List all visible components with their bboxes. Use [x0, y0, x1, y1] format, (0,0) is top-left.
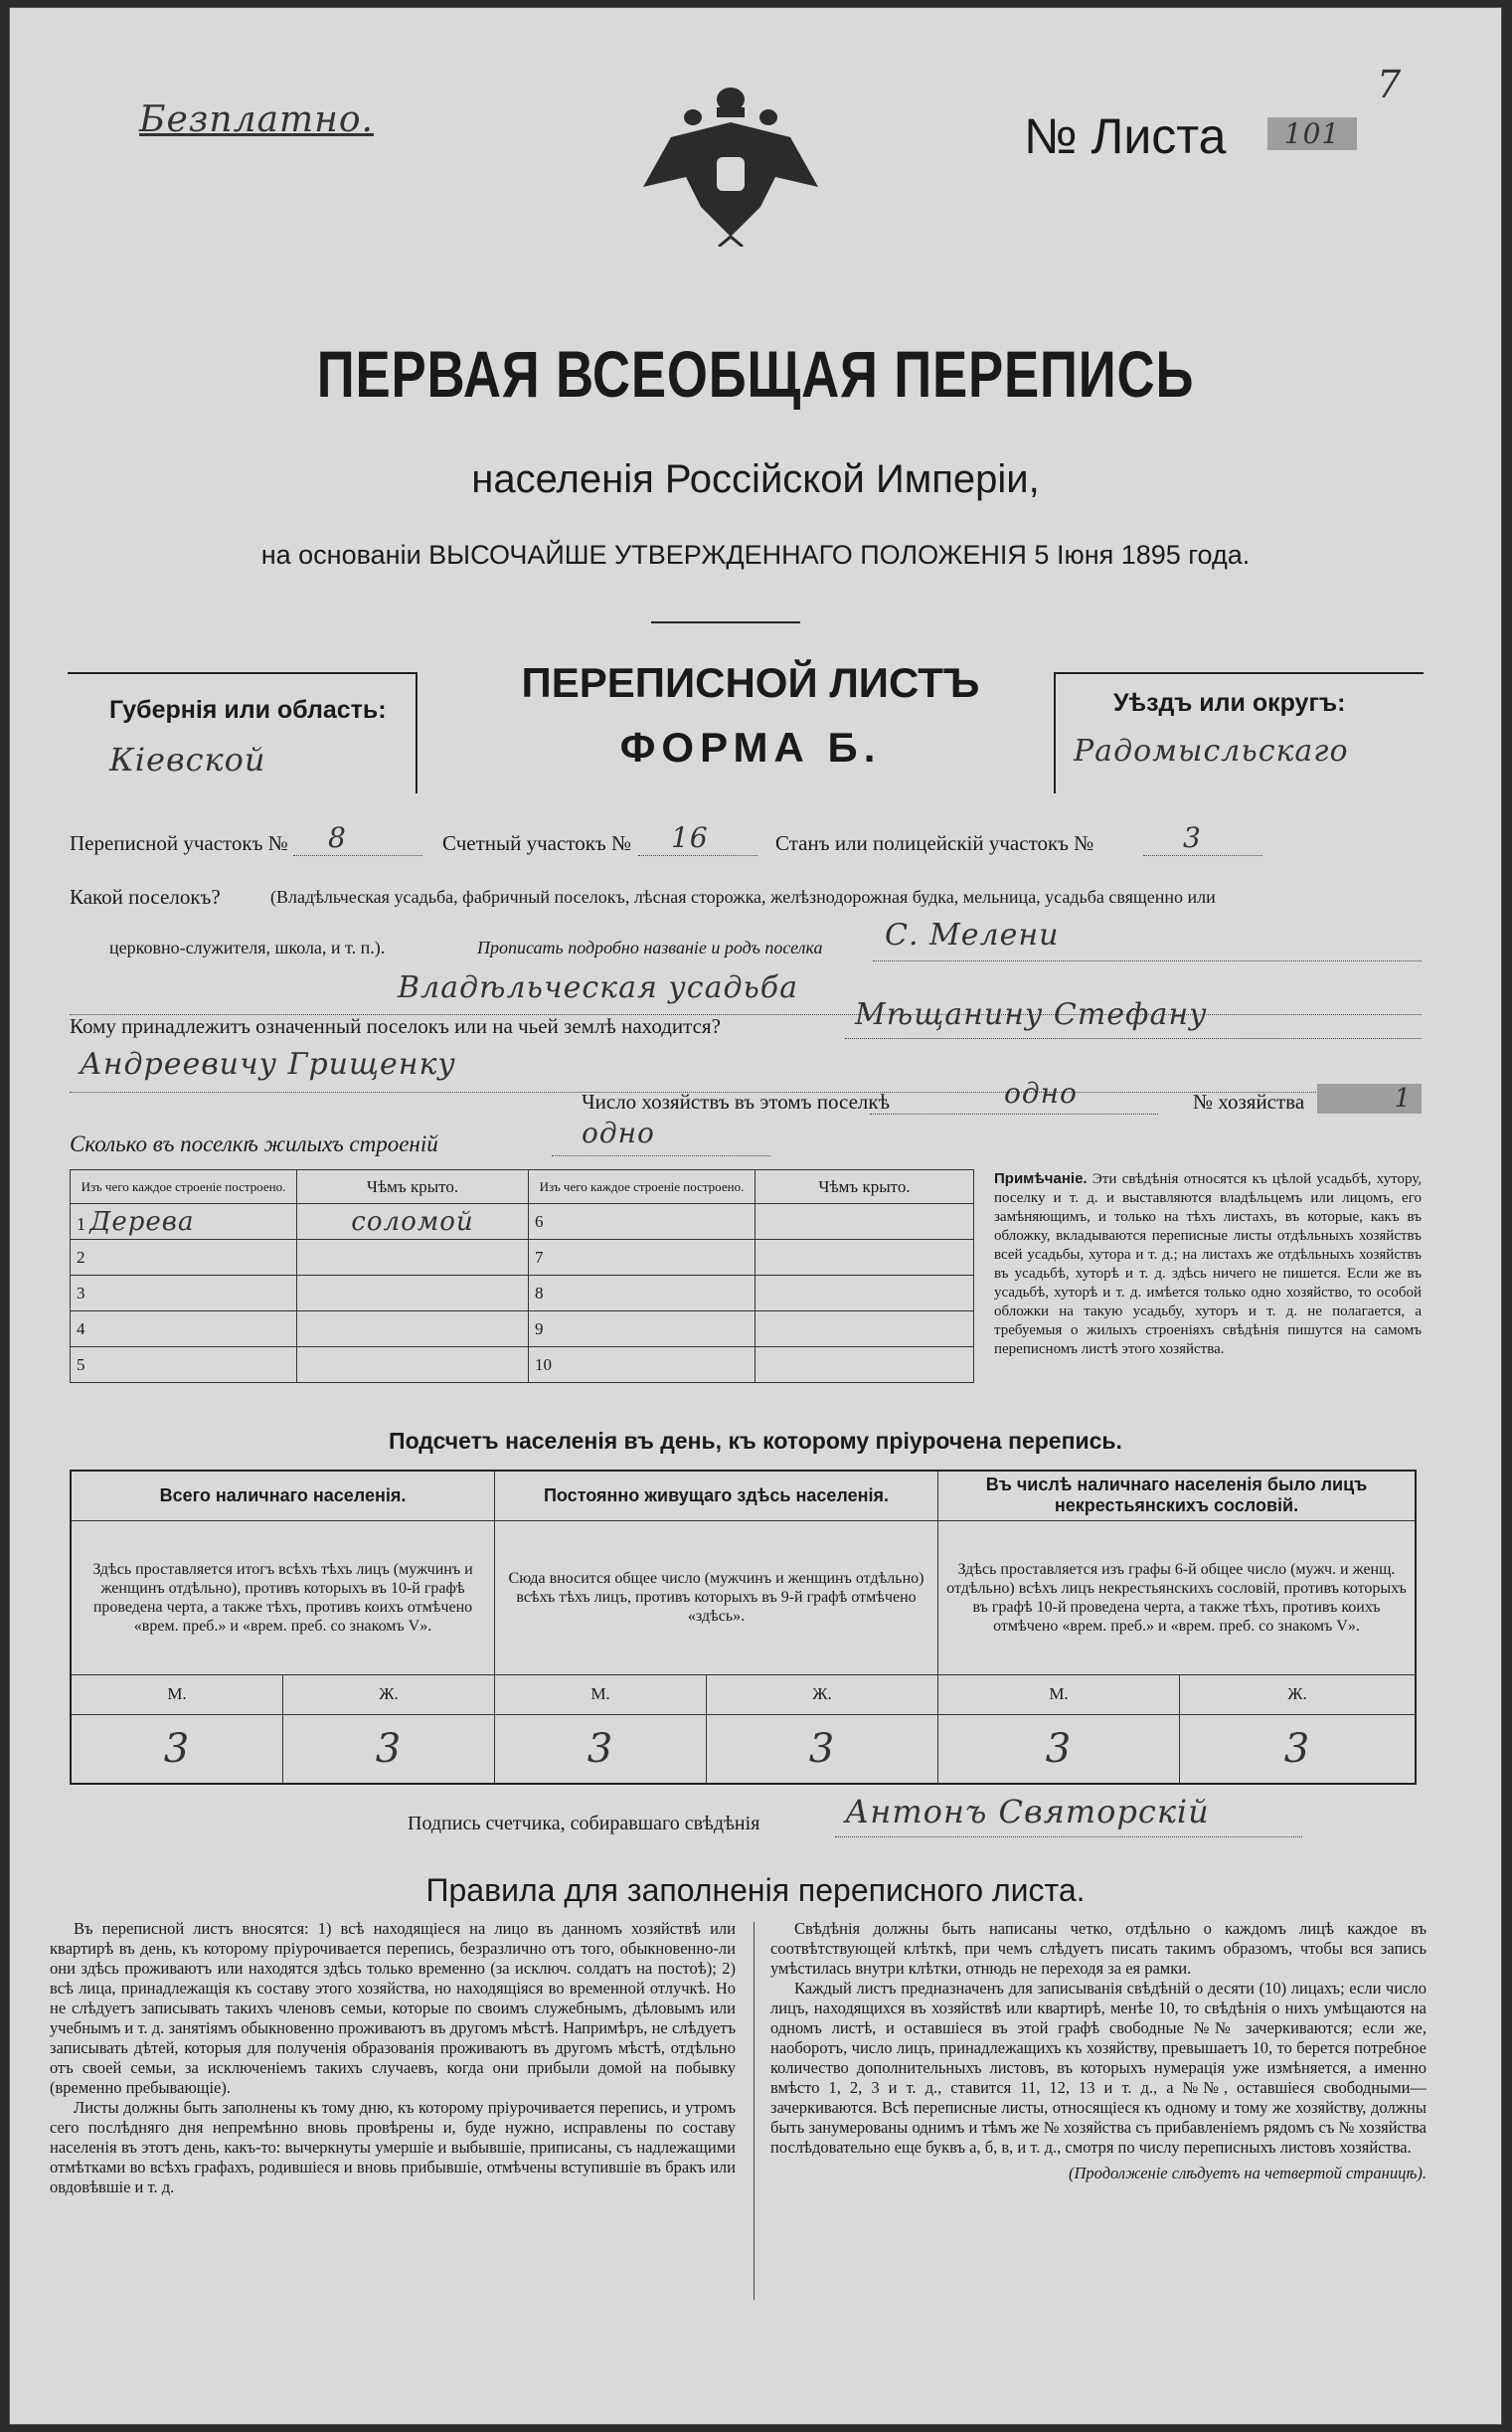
row-number: 8 — [529, 1276, 756, 1311]
owner-value-2: Андреевичу Грищенку — [80, 1047, 456, 1082]
table-row — [71, 1204, 974, 1240]
table-row — [71, 1347, 974, 1383]
counting-district-label: Счетный участокъ № — [442, 831, 632, 855]
col2-head: Постоянно живущаго здѣсь населенія. — [495, 1471, 938, 1520]
households-label: Число хозяйствъ въ этомъ поселкѣ — [582, 1090, 890, 1114]
divider — [651, 621, 800, 623]
row-roof — [297, 1240, 529, 1276]
census-district-label: Переписной участокъ № — [70, 831, 288, 855]
row-number: 9 — [529, 1311, 756, 1347]
col2-text: Сюда вносится общее число (мужчинъ и женщинъ отдѣльно) всѣхъ тѣхъ лицъ, противъ которыхъ въ 9-й графѣ отмѣчено «здѣсь». — [495, 1520, 938, 1674]
male-label: М. — [938, 1674, 1180, 1714]
rules-continuation: (Продолженіе слѣдуетъ на четвертой страницѣ). — [1069, 2164, 1427, 2182]
row-roof — [756, 1240, 974, 1276]
note-text: Эти свѣдѣнія относятся къ цѣлой усадьбѣ, хутору, поселку и т. д. и выставляются владѣльцемъ или лицомъ, его замѣняющимъ, и только на тѣхъ листахъ, въ которые, какъ въ обложку, вкладываются переписные листы отдѣльныхъ хозяйствъ всей усадьбы, хутора и т. д.; на листахъ же отдѣльныхъ хозяйствъ въ усадьбѣ, хуторѣ и т. д. здѣсь ничего не пишется. Если же въ усадьбѣ, хуторѣ и т. д. имѣется только одно хозяйство, то особой обложки на такую усадьбу, хуторъ и т. д. не полагается, а требуемыя о жилыхъ строеніяхъ свѣдѣнія пишутся на самомъ переписномъ листѣ этого хозяйства. — [994, 1171, 1423, 1357]
count-nonpeasant-male: 3 — [938, 1714, 1180, 1784]
form-name: ФОРМА Б. — [619, 724, 882, 771]
row-roof — [756, 1347, 974, 1383]
note-title: Примѣчаніе. — [994, 1170, 1088, 1187]
rules-title: Правила для заполненія переписного листа. — [425, 1872, 1086, 1908]
male-label: М. — [495, 1674, 707, 1714]
rules-left-column — [50, 1919, 736, 2197]
settlement-hint2: церковно-служителя, школа, и т. п.). — [109, 938, 386, 957]
note — [994, 1169, 1422, 1359]
rules-divider — [754, 1922, 755, 2300]
male-label: М. — [71, 1674, 283, 1714]
row-number: 1 — [77, 1213, 85, 1234]
row-roof — [756, 1311, 974, 1347]
document-basis: на основаніи ВЫСОЧАЙШЕ УТВЕРЖДЕННАГО ПОЛОЖЕНІЯ 5 Іюня 1895 года. — [260, 540, 1251, 570]
row-material: Дерева — [89, 1206, 195, 1237]
household-no-value: 1 — [1317, 1084, 1422, 1114]
counting-district-value: 16 — [671, 821, 709, 854]
census-sheet — [10, 8, 1501, 2424]
signature-value: Антонъ Святорскій — [845, 1793, 1210, 1830]
rules-right-column — [770, 1919, 1427, 2183]
row-roof — [297, 1347, 529, 1383]
col-roof-header: Чѣмъ крыто. — [756, 1170, 974, 1204]
row-roof — [756, 1204, 974, 1240]
settlement-instruction: Прописать подробно названіе и родъ поселка — [477, 938, 823, 957]
police-district-label: Станъ или полицейскій участокъ № — [775, 831, 1094, 855]
settlement-question: Какой поселокъ? — [70, 885, 221, 909]
row-number: 3 — [71, 1276, 297, 1311]
census-district-line — [293, 833, 422, 856]
count-total-female: 3 — [283, 1714, 495, 1784]
settlement-hint: (Владѣльческая усадьба, фабричный поселокъ, лѣсная сторожка, желѣзнодорожная будка, мельница, усадьба священно или — [270, 887, 1216, 907]
count-nonpeasant-female: 3 — [1180, 1714, 1417, 1784]
province-label: Губернія или область: — [109, 696, 387, 724]
col3-head: Въ числѣ наличнаго населенія было лицъ некрестьянскихъ сословій. — [938, 1471, 1417, 1520]
sheet-number-value: 101 — [1267, 117, 1357, 150]
col3-text: Здѣсь проставляется изъ графы 6-й общее число (мужч. и женщ. отдѣльно) всѣхъ лицъ некрестьянскихъ сословій, противъ которыхъ въ графѣ 10-й проведена черта, а также тѣхъ, противъ коихъ отмѣчено «врем. преб.» и «врем. преб. со знакомъ V». — [938, 1520, 1417, 1674]
household-no-label: № хозяйства — [1193, 1090, 1305, 1114]
police-district-value: 3 — [1183, 821, 1202, 854]
col1-head: Всего наличнаго населенія. — [71, 1471, 495, 1520]
owner-question: Кому принадлежитъ означенный поселокъ или на чьей землѣ находится? — [70, 1014, 721, 1038]
settlement-value-2: Владѣльческая усадьба — [398, 970, 799, 1005]
signature-label: Подпись счетчика, собиравшаго свѣдѣнія — [408, 1813, 760, 1834]
owner-value: Мѣщанину Стефану — [855, 997, 1208, 1032]
row-number: 6 — [529, 1204, 756, 1240]
row-number: 10 — [529, 1347, 756, 1383]
table-row — [71, 1311, 974, 1347]
row-number: 2 — [71, 1240, 297, 1276]
count-permanent-female: 3 — [707, 1714, 938, 1784]
form-title: ПЕРЕПИСНОЙ ЛИСТЪ — [521, 659, 980, 706]
population-title: Подсчетъ населенія въ день, къ которому пріурочена перепись. — [389, 1428, 1122, 1454]
col-roof-header: Чѣмъ крыто. — [297, 1170, 529, 1204]
table-row — [71, 1240, 974, 1276]
row-roof — [297, 1311, 529, 1347]
row-roof: соломой — [297, 1204, 529, 1240]
count-permanent-male: 3 — [495, 1714, 707, 1784]
col-material-header: Изъ чего каждое строеніе построено. — [529, 1170, 756, 1204]
row-roof — [297, 1276, 529, 1311]
document-title: ПЕРВАЯ ВСЕОБЩАЯ ПЕРЕПИСЬ — [316, 337, 1195, 411]
buildings-value: одно — [582, 1117, 655, 1149]
imperial-eagle-icon — [631, 78, 830, 247]
row-number: 5 — [71, 1347, 297, 1383]
free-label: Безплатно. — [139, 99, 374, 140]
female-label: Ж. — [283, 1674, 495, 1714]
female-label: Ж. — [1180, 1674, 1417, 1714]
rules-paragraph: Каждый листъ предназначенъ для записыванія свѣдѣній о десяти (10) лицахъ; если число лицъ, находящихся въ хозяйствѣ или квартирѣ, менѣе 10, то свѣдѣнія о нихъ умѣщаются на одномъ листѣ, и оставшіеся въ этой графѣ свободные №№ зачеркиваются; если же, наоборотъ, число лицъ, принадлежащихъ къ хозяйству, превышаетъ 10, то берется потребное количество дополнительныхъ листовъ, въ которыхъ нумерація уже измѣняется, а именно вмѣсто 1, 2, 3 и т. д., ставится 11, 12, 13 и т. д., а №№, оставшіеся свободными—зачеркиваются. Всѣ переписные листы, относящіеся къ одному и тому же хозяйству, должны быть занумерованы однимъ и тѣмъ же № хозяйства съ прибавленіемъ рядомъ съ № хозяйства послѣдовательно еще буквъ а, б, в, и т. д., смотря по числу переписныхъ листовъ хозяйства. — [770, 1979, 1427, 2157]
district-label: Уѣздъ или округъ: — [1113, 689, 1346, 717]
col1-text: Здѣсь проставляется итогъ всѣхъ тѣхъ лицъ (мужчинъ и женщинъ отдѣльно), противъ которыхъ въ 10-й графѣ проведена черта, а также тѣхъ, противъ коихъ отмѣчено «врем. преб.» и «врем. преб. со знакомъ V». — [71, 1520, 495, 1674]
page-corner-number: 7 — [1377, 63, 1403, 106]
province-value: Кіевской — [109, 741, 266, 779]
count-total-male: 3 — [71, 1714, 283, 1784]
sheet-number-label: № Листа — [1024, 108, 1227, 164]
table-row — [71, 1276, 974, 1311]
rules-paragraph: Свѣдѣнія должны быть написаны четко, отдѣльно о каждомъ лицѣ каждое въ соотвѣтствующей клѣткѣ, при чемъ слѣдуетъ писать такимъ образомъ, чтобы вся запись умѣстилась внутри клѣтки, отнюдь не переходя за ея рамки. — [770, 1919, 1427, 1978]
police-district-line — [1143, 833, 1262, 856]
row-roof — [756, 1276, 974, 1311]
buildings-label: Сколько въ поселкѣ жилыхъ строеній — [70, 1131, 438, 1156]
row-number: 4 — [71, 1311, 297, 1347]
households-value: одно — [1004, 1077, 1078, 1110]
female-label: Ж. — [707, 1674, 938, 1714]
row-number: 7 — [529, 1240, 756, 1276]
census-district-value: 8 — [328, 821, 347, 854]
rules-paragraph: Въ переписной листъ вносятся: 1) всѣ находящіеся на лицо въ данномъ хозяйствѣ или квартирѣ въ день, къ которому пріурочивается перепись, безразлично отъ того, обыкновенно-ли они здѣсь проживаютъ или находятся здѣсь только временно (за исключ. солдатъ на постоѣ); 2) всѣ лица, принадлежащія къ составу этого хозяйства, но находящіяся во временной отлучкѣ. Но не слѣдуетъ записывать такихъ членовъ семьи, которые по своимъ служебнымъ, дѣловымъ или учебнымъ и т. д. занятіямъ обыкновенно проживаютъ въ другомъ мѣстѣ. Напримѣръ, не слѣдуетъ записывать дѣтей, которыя для полученія образованія проживаютъ въ другомъ мѣстѣ, отдѣльно отъ своей семьи, за исключеніемъ такихъ случаевъ, когда они прибыли домой на побывку (временно пребывающіе). — [50, 1919, 736, 2097]
col-material-header: Изъ чего каждое строеніе построено. — [71, 1170, 297, 1204]
buildings-table — [70, 1169, 974, 1383]
district-value: Радомысльскаго — [1074, 734, 1349, 769]
population-table — [70, 1470, 1417, 1785]
settlement-value: С. Мелени — [885, 918, 1060, 953]
document-subtitle: населенія Россійской Имперіи, — [471, 457, 1040, 501]
rules-paragraph: Листы должны быть заполнены къ тому дню, къ которому пріурочивается перепись, и утромъ сего послѣдняго дня непремѣнно вновь провѣрены и, буде нужно, исправлены по составу населенія въ этотъ день, какъ-то: вычеркнуты умершіе и выбывшіе, приписаны, съ надлежащими отмѣтками во всѣхъ графахъ, родившіеся и вновь прибывшіе, отмѣчены вступившіе въ бракъ или овдовѣвшіе и т. д. — [50, 2098, 736, 2196]
